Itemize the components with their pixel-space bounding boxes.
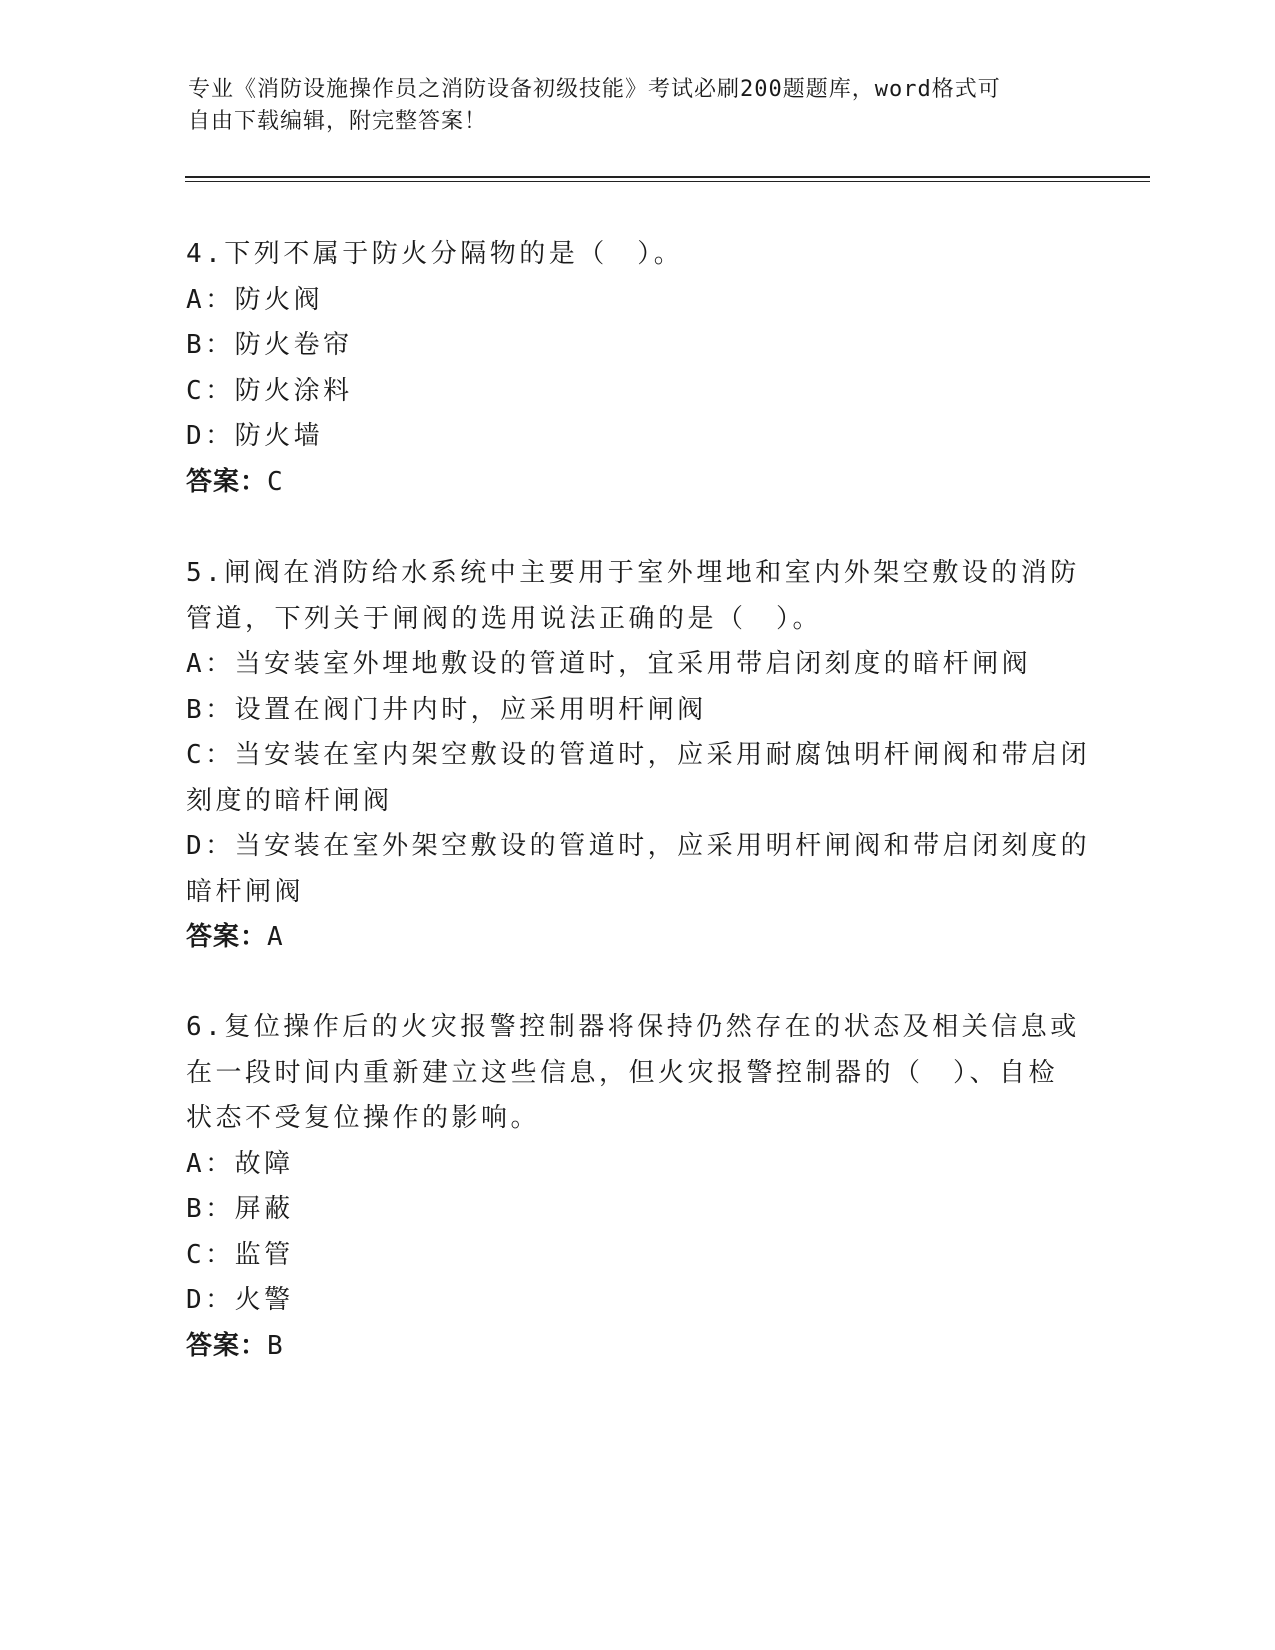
option-c: C：监管	[186, 1239, 294, 1270]
question-stem: 5.闸阀在消防给水系统中主要用于室外埋地和室内外架空敷设的消防	[186, 558, 1080, 588]
option-b: B：设置在阀门井内时，应采用明杆闸阀	[186, 694, 707, 725]
option-d: D：当安装在室外架空敷设的管道时，应采用明杆闸阀和带启闭刻度的	[186, 831, 1091, 861]
option-d: D：火警	[186, 1285, 294, 1315]
option-c: C：防火涂料	[186, 375, 353, 406]
answer-line	[186, 460, 1066, 506]
question-4	[186, 232, 1066, 505]
answer-label: 答案：	[186, 922, 268, 952]
header-divider-thin	[185, 181, 1150, 182]
option-a: A：防火阀	[186, 284, 324, 315]
answer-line	[186, 915, 1066, 961]
option-d-cont: 暗杆闸阀	[186, 876, 305, 907]
option-b: B：防火卷帘	[186, 330, 353, 360]
option-b: B：屏蔽	[186, 1194, 294, 1224]
answer-label: 答案：	[186, 1330, 268, 1361]
option-c-cont: 刻度的暗杆闸阀	[186, 785, 393, 816]
answer-value: B	[267, 1330, 284, 1361]
header-divider-thick	[185, 176, 1150, 178]
question-stem: 6.复位操作后的火灾报警控制器将保持仍然存在的状态及相关信息或	[186, 1012, 1080, 1042]
answer-value: C	[267, 466, 284, 497]
question-5	[186, 551, 1091, 961]
answer-label: 答案：	[186, 466, 268, 497]
header-line-2: 自由下载编辑，附完整答案！	[188, 109, 488, 134]
question-stem-cont: 状态不受复位操作的影响。	[186, 1103, 541, 1133]
answer-value: A	[267, 922, 284, 952]
header-line-1: 专业《消防设施操作员之消防设备初级技能》考试必刷200题题库，word格式可	[188, 77, 1001, 102]
question-stem-cont: 在一段时间内重新建立这些信息，但火灾报警控制器的（ ）、自检	[186, 1057, 1059, 1088]
document-header	[188, 74, 1068, 138]
question-6	[186, 1005, 1080, 1369]
question-stem-cont: 管道，下列关于闸阀的选用说法正确的是（ ）。	[186, 603, 823, 634]
answer-line	[186, 1324, 1066, 1370]
option-a: A：当安装室外埋地敷设的管道时，宜采用带启闭刻度的暗杆闸阀	[186, 649, 1032, 679]
option-c: C：当安装在室内架空敷设的管道时，应采用耐腐蚀明杆闸阀和带启闭	[186, 740, 1091, 770]
question-stem: 4.下列不属于防火分隔物的是（ ）。	[186, 239, 684, 269]
option-a: A：故障	[186, 1148, 294, 1179]
option-d: D：防火墙	[186, 421, 324, 451]
